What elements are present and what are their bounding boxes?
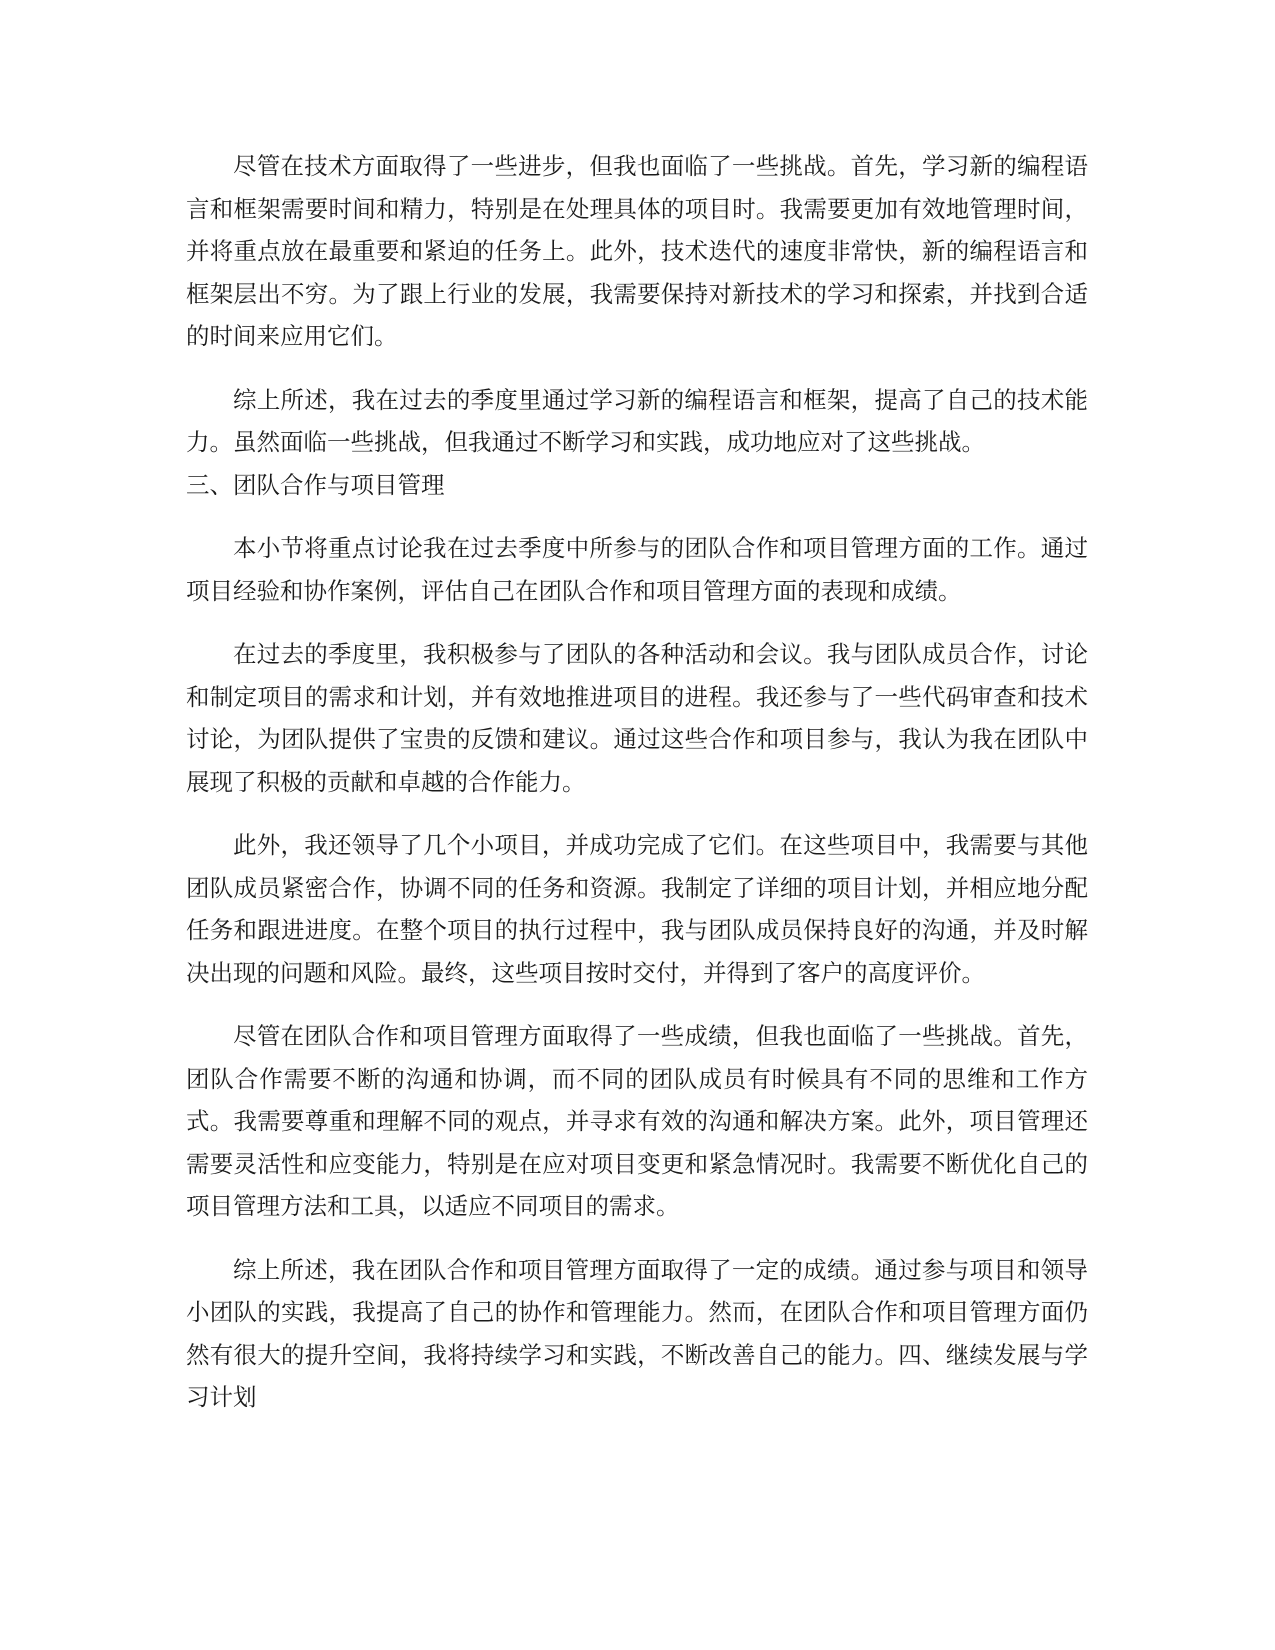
paragraph-teamwork-intro: 本小节将重点讨论我在过去季度中所参与的团队合作和项目管理方面的工作。通过项目经验和协作案例，评估自己在团队合作和项目管理方面的表现和成绩。: [186, 534, 1088, 605]
paragraph-project-leadership: 此外，我还领导了几个小项目，并成功完成了它们。在这些项目中，我需要与其他团队成员紧密合作，协调不同的任务和资源。我制定了详细的项目计划，并相应地分配任务和跟进进度。在整个项目的执行过程中，我与团队成员保持良好的沟通，并及时解决出现的问题和风险。最终，这些项目按时交付，并得到了客户的高度评价。: [186, 831, 1088, 987]
paragraph-teamwork-summary: 综上所述，我在团队合作和项目管理方面取得了一定的成绩。通过参与项目和领导小团队的实践，我提高了自己的协作和管理能力。然而，在团队合作和项目管理方面仍然有很大的提升空间，我将持续学习和实践，不断改善自己的能力。四、继续发展与学习计划: [186, 1255, 1088, 1411]
paragraph-tech-challenges: 尽管在技术方面取得了一些进步，但我也面临了一些挑战。首先，学习新的编程语言和框架需要时间和精力，特别是在处理具体的项目时。我需要更加有效地管理时间，并将重点放在最重要和紧迫的任务上。此外，技术迭代的速度非常快，新的编程语言和框架层出不穷。为了跟上行业的发展，我需要保持对新技术的学习和探索，并找到合适的时间来应用它们。: [186, 152, 1088, 350]
paragraph-teamwork-challenges: 尽管在团队合作和项目管理方面取得了一些成绩，但我也面临了一些挑战。首先，团队合作需要不断的沟通和协调，而不同的团队成员有时候具有不同的思维和工作方式。我需要尊重和理解不同的观点，并寻求有效的沟通和解决方案。此外，项目管理还需要灵活性和应变能力，特别是在应对项目变更和紧急情况时。我需要不断优化自己的项目管理方法和工具，以适应不同项目的需求。: [186, 1022, 1088, 1220]
document-body: [186, 145, 1088, 1440]
paragraph-tech-summary: 综上所述，我在过去的季度里通过学习新的编程语言和框架，提高了自己的技术能力。虽然面临一些挑战，但我通过不断学习和实践，成功地应对了这些挑战。: [186, 385, 1088, 456]
section-heading-teamwork: 三、团队合作与项目管理: [186, 470, 445, 499]
paragraph-teamwork-activities: 在过去的季度里，我积极参与了团队的各种活动和会议。我与团队成员合作，讨论和制定项目的需求和计划，并有效地推进项目的进程。我还参与了一些代码审查和技术讨论，为团队提供了宝贵的反馈和建议。通过这些合作和项目参与，我认为我在团队中展现了积极的贡献和卓越的合作能力。: [186, 640, 1088, 796]
